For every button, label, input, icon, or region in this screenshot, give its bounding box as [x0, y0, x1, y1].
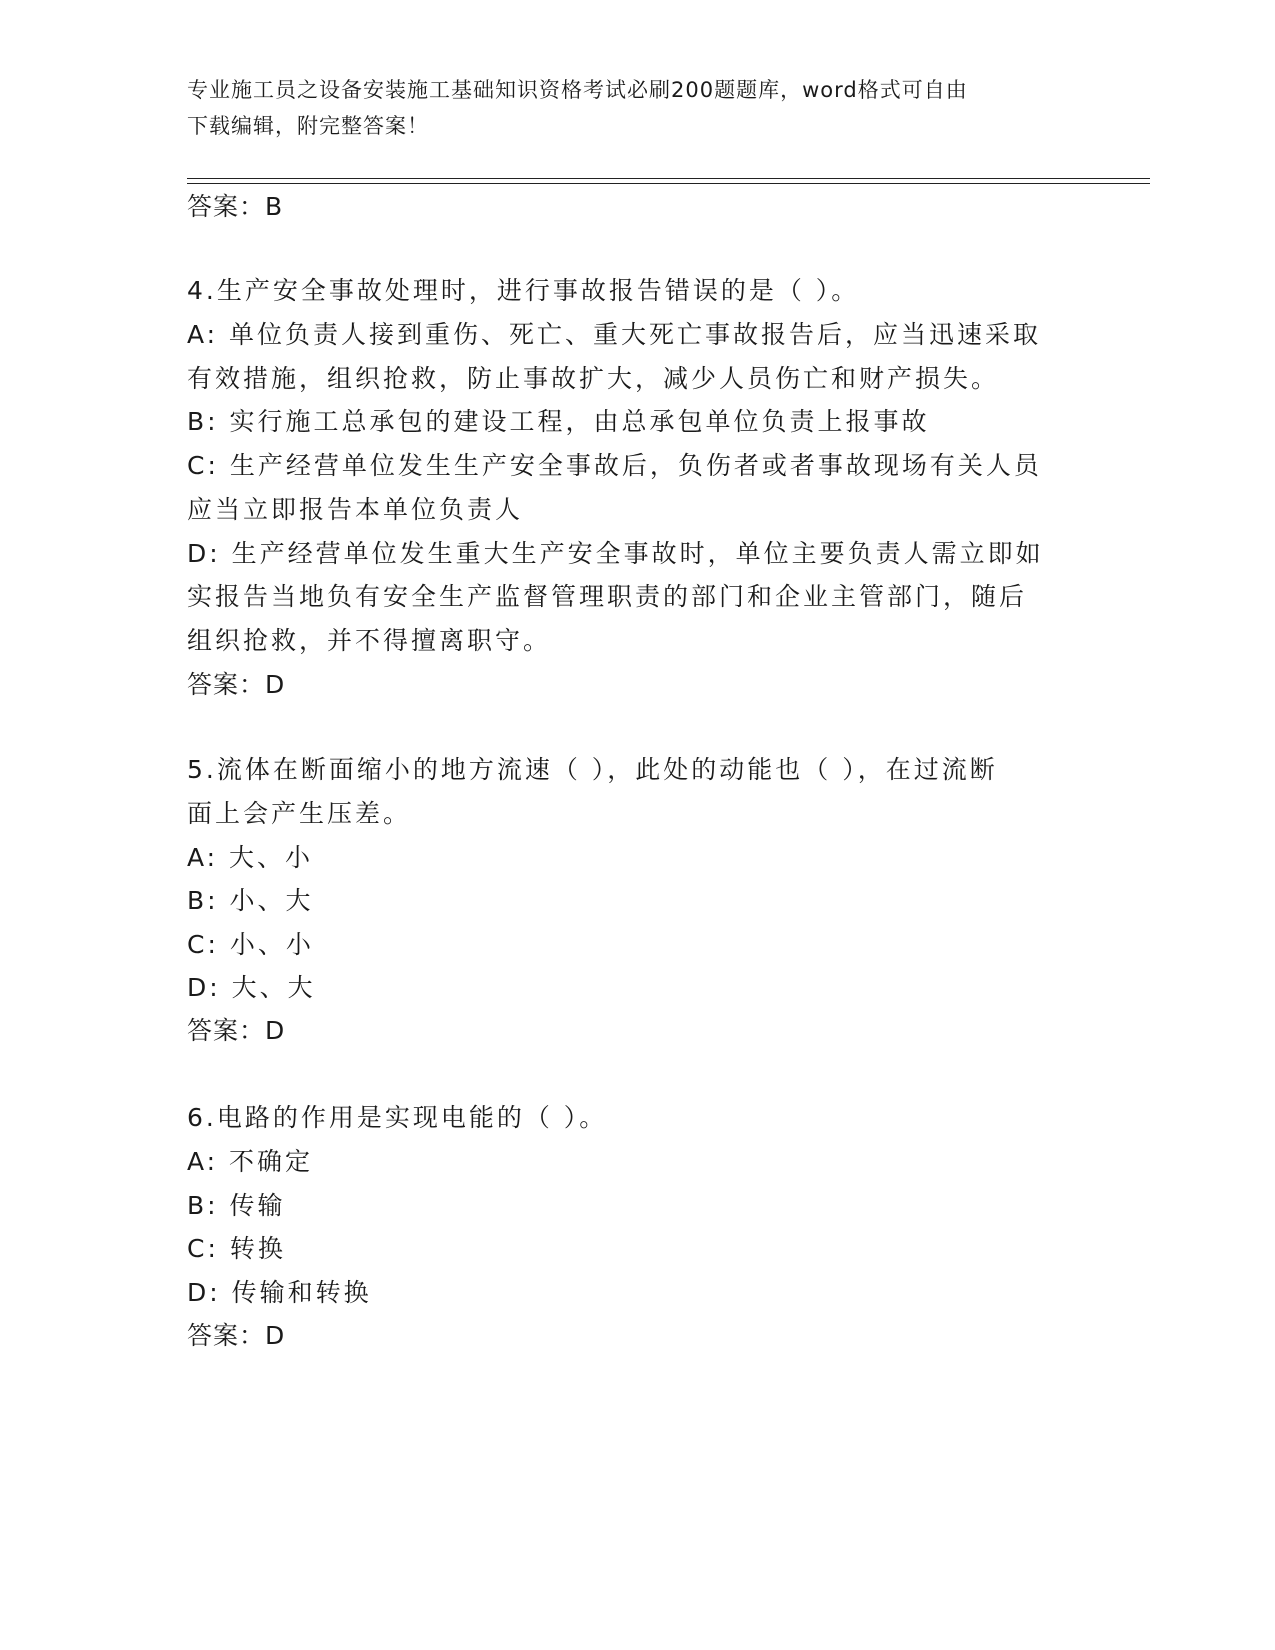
question-4-option-d-line-1: D: 生产经营单位发生重大生产安全事故时，单位主要负责人需立即如	[187, 539, 1044, 568]
question-4-answer: 答案：D	[187, 670, 286, 699]
question-4-stem: 4.生产安全事故处理时，进行事故报告错误的是（ ）。	[187, 276, 860, 305]
question-6-answer: 答案：D	[187, 1321, 286, 1350]
document-header	[187, 72, 1087, 144]
header-line-1: 专业施工员之设备安装施工基础知识资格考试必刷200题题库，word格式可自由	[187, 78, 968, 102]
question-4-option-c-line-2: 应当立即报告本单位负责人	[187, 495, 524, 524]
question-6-stem: 6.电路的作用是实现电能的（ ）。	[187, 1103, 608, 1132]
question-4-option-c-line-1: C: 生产经营单位发生生产安全事故后，负伤者或者事故现场有关人员	[187, 451, 1042, 480]
question-6-option-d: D: 传输和转换	[187, 1278, 372, 1307]
question-5-option-d: D: 大、大	[187, 973, 316, 1002]
header-divider-bottom	[187, 183, 1150, 184]
question-4-option-a-line-1: A: 单位负责人接到重伤、死亡、重大死亡事故报告后，应当迅速采取	[187, 320, 1042, 349]
question-4-option-a-line-2: 有效措施，组织抢救，防止事故扩大，减少人员伤亡和财产损失。	[187, 364, 1000, 393]
header-divider-top	[187, 178, 1150, 179]
question-6-option-b: B: 传输	[187, 1191, 286, 1220]
previous-answer: 答案：B	[187, 192, 284, 221]
question-5-option-a: A: 大、小	[187, 843, 314, 872]
question-5-stem-line-1: 5.流体在断面缩小的地方流速（ ），此处的动能也（ ），在过流断	[187, 755, 998, 784]
question-5-answer: 答案：D	[187, 1016, 286, 1045]
question-5-option-b: B: 小、大	[187, 886, 314, 915]
question-5-stem-line-2: 面上会产生压差。	[187, 799, 412, 828]
question-6-option-a: A: 不确定	[187, 1147, 314, 1176]
question-4-option-d-line-2: 实报告当地负有安全生产监督管理职责的部门和企业主管部门，随后	[187, 582, 1028, 611]
question-5-option-c: C: 小、小	[187, 930, 314, 959]
header-line-2: 下载编辑，附完整答案！	[187, 114, 429, 138]
question-4-option-b: B: 实行施工总承包的建设工程，由总承包单位负责上报事故	[187, 407, 930, 436]
question-4-option-d-line-3: 组织抢救，并不得擅离职守。	[187, 626, 552, 655]
question-6-option-c: C: 转换	[187, 1234, 286, 1263]
